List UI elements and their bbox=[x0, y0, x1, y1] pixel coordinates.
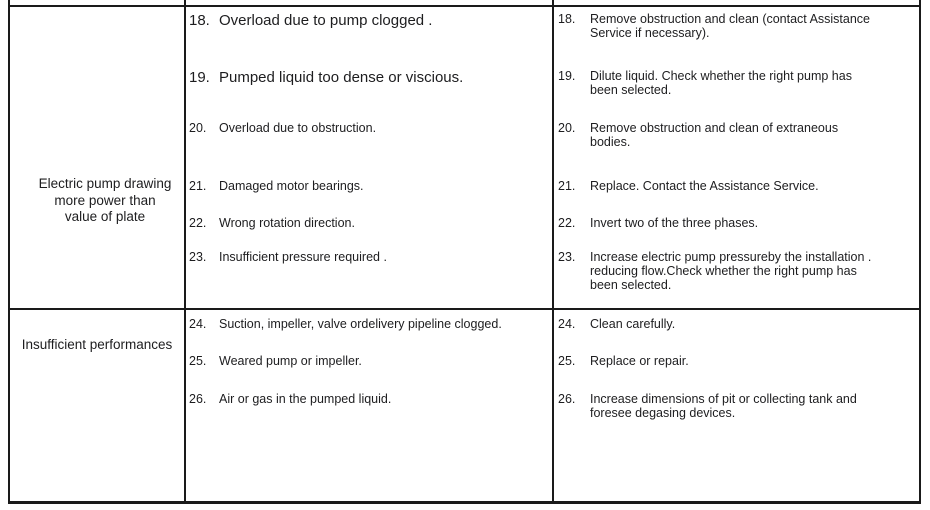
item-text-line: Invert two of the three phases. bbox=[590, 216, 759, 230]
item-text-line: Service if necessary). bbox=[590, 26, 710, 40]
problem-cell bbox=[10, 310, 186, 501]
item-text-line: Replace or repair. bbox=[590, 354, 689, 368]
problem-label bbox=[10, 337, 184, 354]
item-text-line: Remove obstruction and clean of extraneous bbox=[590, 121, 839, 135]
item-text bbox=[219, 354, 550, 368]
item-text bbox=[590, 354, 917, 368]
item-text-line: Dilute liquid. Check whether the right pump has bbox=[590, 69, 852, 83]
item-text-line: Weared pump or impeller. bbox=[219, 354, 362, 368]
item-text-line: Suction, impeller, valve ordelivery pipeline clogged. bbox=[219, 317, 502, 331]
item-text-line: Increase electric pump pressureby the installation . bbox=[590, 250, 872, 264]
item-number: 19. bbox=[558, 69, 576, 83]
item-text-line: Clean carefully. bbox=[590, 317, 676, 331]
problem-label-line: Insufficient performances bbox=[21, 337, 173, 352]
item-text bbox=[219, 12, 550, 29]
troubleshooting-table bbox=[8, 5, 921, 504]
item-text-line: Replace. Contact the Assistance Service. bbox=[590, 179, 819, 193]
remedy-item bbox=[554, 216, 917, 230]
remedy-item bbox=[554, 179, 917, 193]
remedy-item bbox=[554, 121, 917, 149]
item-text-line: reducing flow.Check whether the right pump has bbox=[590, 264, 857, 278]
item-number: 20. bbox=[189, 121, 207, 135]
remedy-item bbox=[554, 69, 917, 97]
cause-item bbox=[186, 250, 550, 264]
item-text-line: Air or gas in the pumped liquid. bbox=[219, 392, 392, 406]
cause-item bbox=[186, 354, 550, 368]
item-text-line: Insufficient pressure required . bbox=[219, 250, 387, 264]
item-text-line: Damaged motor bearings. bbox=[219, 179, 364, 193]
cause-item bbox=[186, 179, 550, 193]
item-text bbox=[219, 121, 550, 135]
item-text bbox=[219, 392, 550, 406]
remedy-item bbox=[554, 392, 917, 420]
table-row-electric-pump-overdraw bbox=[10, 7, 919, 310]
item-text bbox=[590, 216, 917, 230]
item-text bbox=[219, 317, 550, 331]
item-number: 26. bbox=[558, 392, 576, 406]
item-number: 24. bbox=[189, 317, 207, 331]
item-text bbox=[590, 12, 917, 40]
item-text-line: Pumped liquid too dense or viscious. bbox=[219, 69, 464, 86]
item-number: 26. bbox=[189, 392, 207, 406]
item-text-line: bodies. bbox=[590, 135, 631, 149]
item-text-line: foresee degasing devices. bbox=[590, 406, 736, 420]
cause-item bbox=[186, 121, 550, 135]
problem-label-line: value of plate bbox=[64, 209, 146, 224]
problem-label-line: more power than bbox=[54, 192, 156, 208]
item-number: 22. bbox=[189, 216, 207, 230]
item-text-line: been selected. bbox=[590, 278, 672, 292]
item-text-line: Overload due to pump clogged . bbox=[219, 12, 433, 29]
remedy-item bbox=[554, 250, 917, 292]
item-text bbox=[590, 392, 917, 420]
item-number: 25. bbox=[189, 354, 207, 368]
item-text bbox=[590, 179, 917, 193]
item-text-line: Overload due to obstruction. bbox=[219, 121, 377, 135]
item-number: 19. bbox=[189, 69, 210, 86]
item-number: 21. bbox=[189, 179, 207, 193]
remedy-item bbox=[554, 354, 917, 368]
causes-list bbox=[186, 7, 554, 308]
item-text-line: Remove obstruction and clean (contact Assistance bbox=[590, 12, 871, 26]
problem-cell bbox=[10, 7, 186, 308]
item-number: 23. bbox=[189, 250, 207, 264]
problem-label-line: Electric pump drawing bbox=[38, 176, 172, 191]
item-text bbox=[219, 216, 550, 230]
item-text bbox=[590, 121, 917, 149]
item-number: 24. bbox=[558, 317, 576, 331]
item-text-line: been selected. bbox=[590, 83, 672, 97]
table-row-insufficient-performances bbox=[10, 310, 919, 501]
causes-list bbox=[186, 310, 554, 501]
item-text bbox=[590, 317, 917, 331]
item-number: 22. bbox=[558, 216, 576, 230]
item-text bbox=[219, 250, 550, 264]
cause-item bbox=[186, 216, 550, 230]
item-text bbox=[590, 250, 917, 292]
problem-label bbox=[10, 176, 184, 226]
item-number: 18. bbox=[558, 12, 576, 26]
cause-item bbox=[186, 12, 550, 29]
item-number: 18. bbox=[189, 12, 210, 29]
item-text-line: Increase dimensions of pit or collecting tank and bbox=[590, 392, 857, 406]
item-number: 20. bbox=[558, 121, 576, 135]
cause-item bbox=[186, 69, 550, 86]
remedies-list bbox=[554, 7, 919, 308]
item-number: 21. bbox=[558, 179, 576, 193]
remedy-item bbox=[554, 317, 917, 331]
remedies-list bbox=[554, 310, 919, 501]
cause-item bbox=[186, 392, 550, 406]
item-text bbox=[590, 69, 917, 97]
remedy-item bbox=[554, 12, 917, 40]
item-number: 25. bbox=[558, 354, 576, 368]
item-text-line: Wrong rotation direction. bbox=[219, 216, 355, 230]
item-text bbox=[219, 179, 550, 193]
item-text bbox=[219, 69, 550, 86]
cause-item bbox=[186, 317, 550, 331]
item-number: 23. bbox=[558, 250, 576, 264]
